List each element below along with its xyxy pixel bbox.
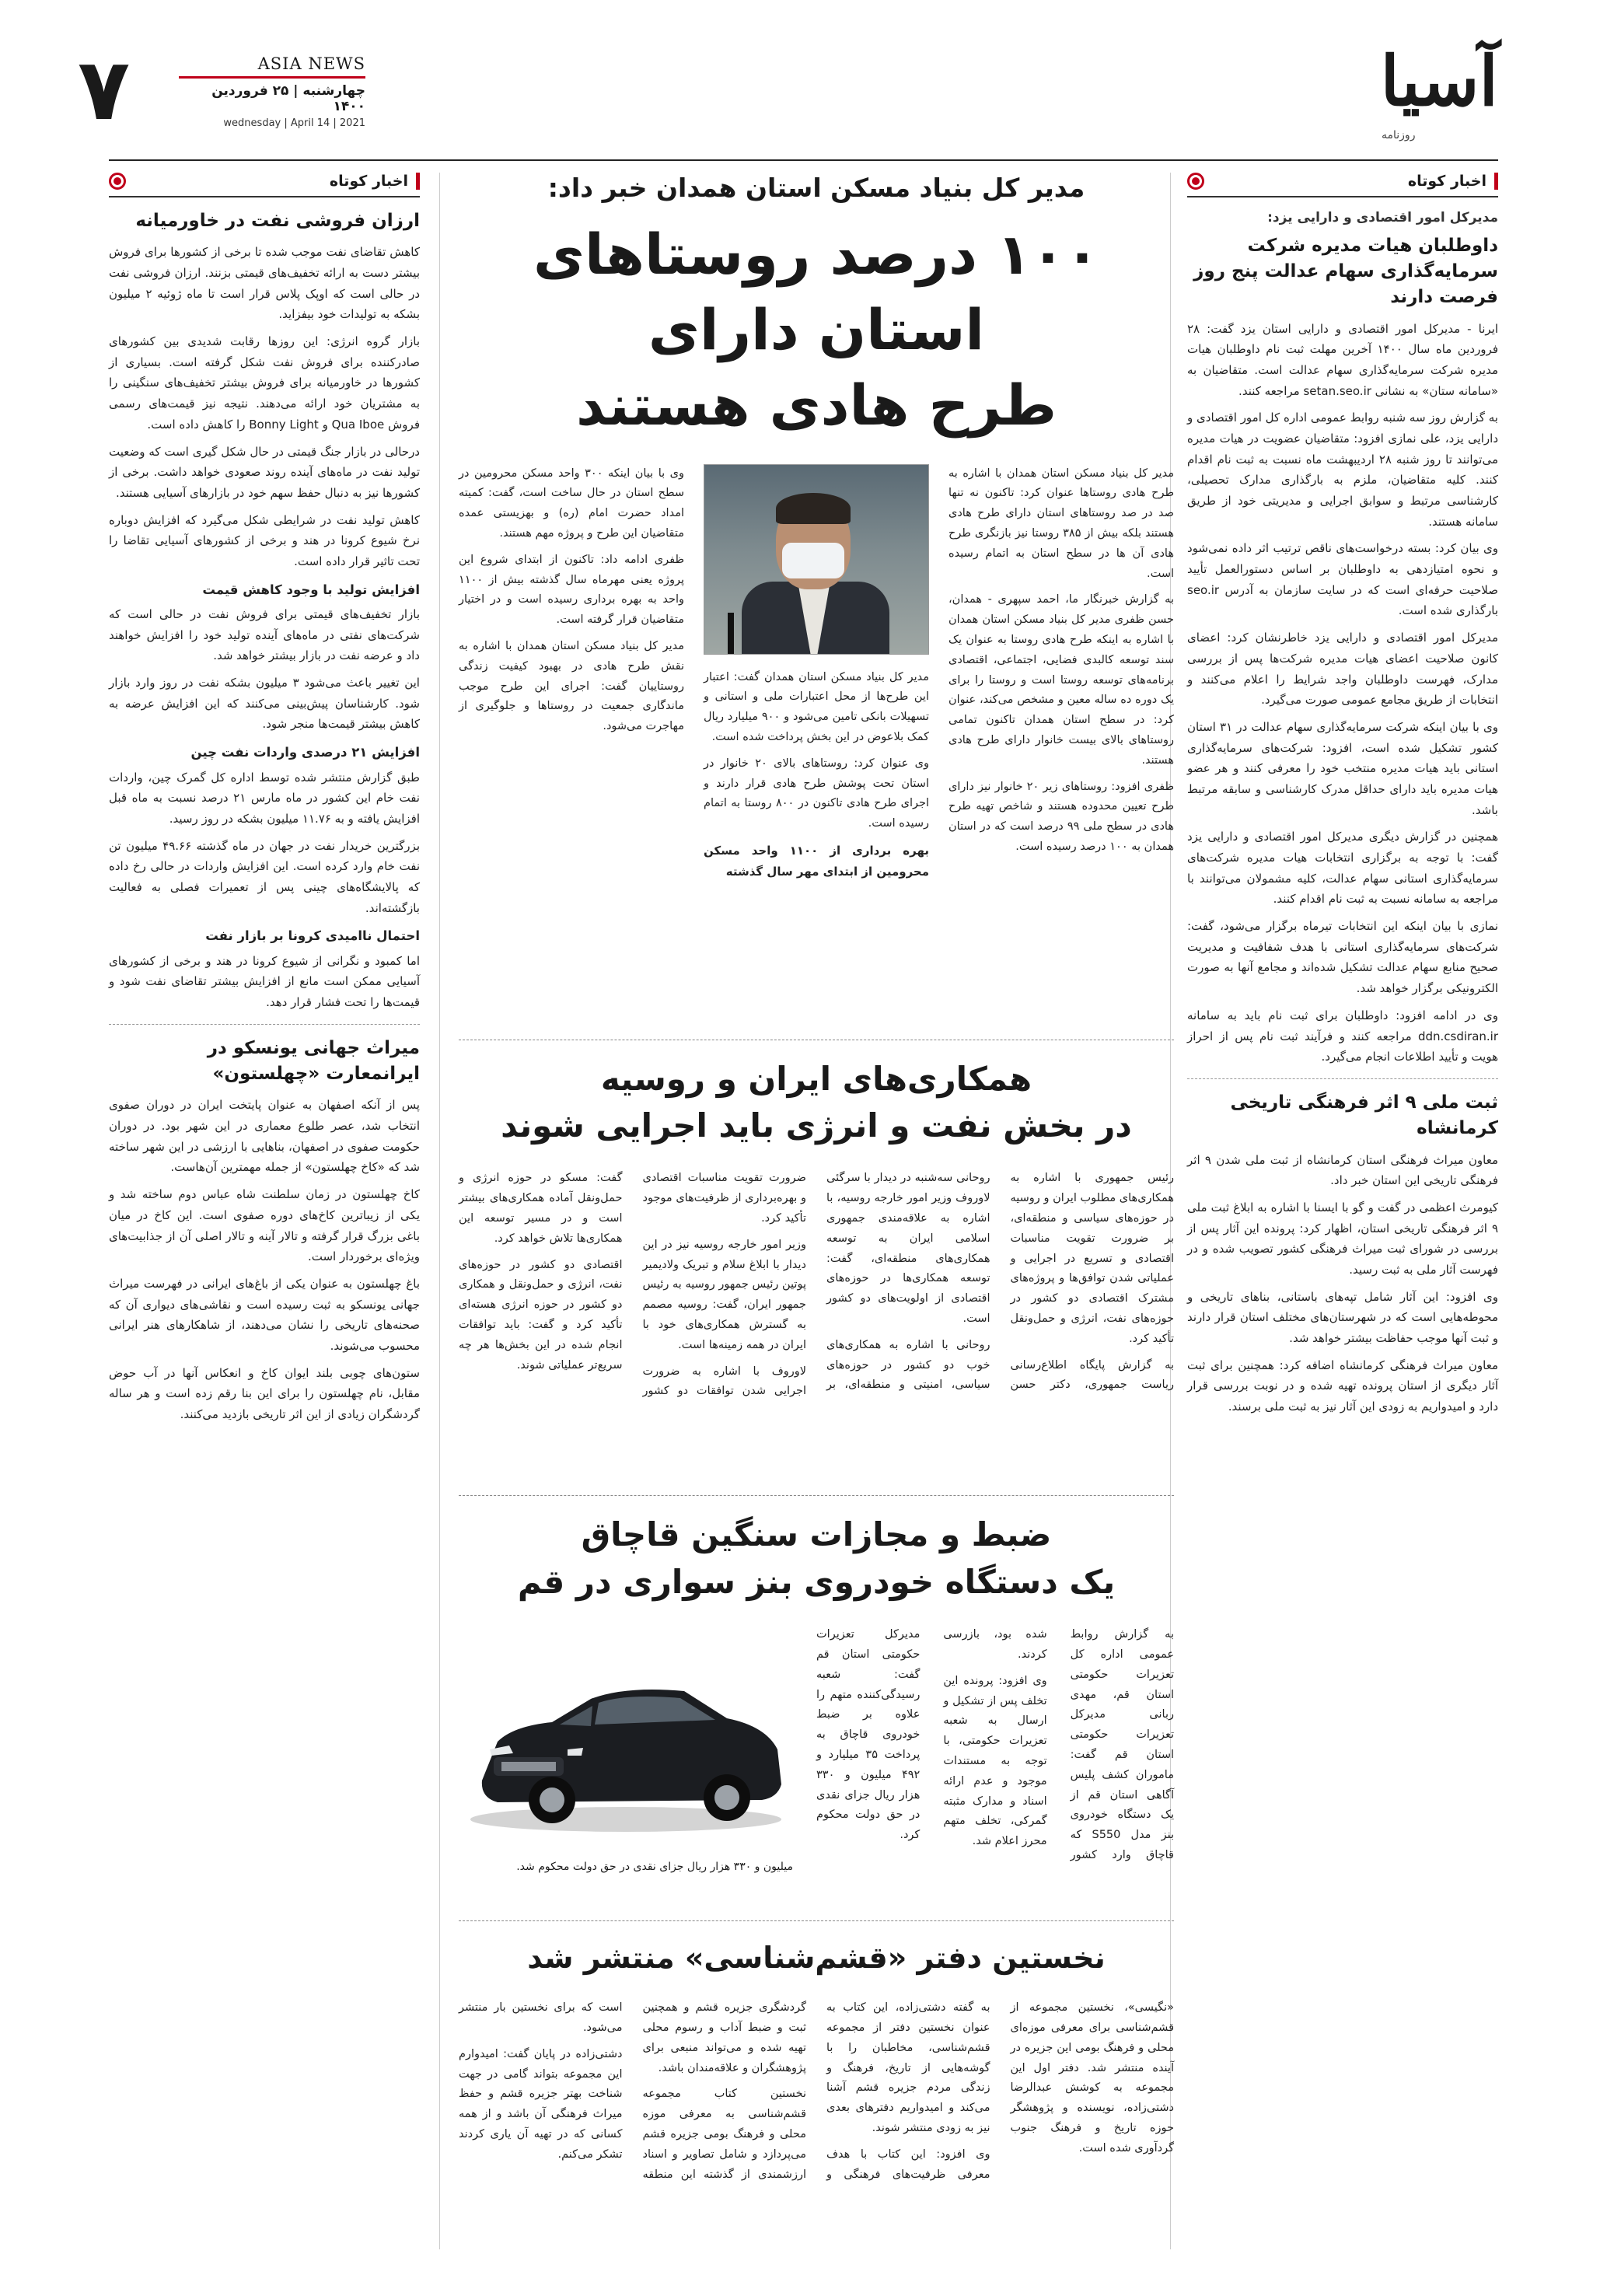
- paragraph: بازار تخفیف‌های قیمتی برای فروش نفت در حالی است که شرکت‌های نفتی در ماه‌های آینده تولید خود را افزایش خواهند داد و عرضه نفت در بازار بیشتر خواهد شد.: [109, 607, 420, 663]
- column-divider-left: [439, 173, 440, 2249]
- story-body: [1187, 1150, 1498, 1417]
- newspaper-logo: [1380, 40, 1498, 148]
- paragraph: وی با بیان اینکه شرکت سرمایه‌گذاری سهام عدالت در ۳۱ استان کشور تشکیل شده است، افزود: شرکت‌های سرمایه‌گذاری استانی باید هیات مدیره منتخب خود را معرفی کنند و هر عضو هیات مدیره باید دارای حداقل مدرک کارشناسی و سابقه مرتبط باشد.: [1187, 719, 1498, 817]
- paragraph: «نگیسی»، نخستین مجموعه از قشم‌شناسی برای معرفی موزه‌ای محلی و فرهنگ بومی این جزیره در آینده منتشر شد. دفتر اول این مجموعه به کوشش عبدالرضا دشتی‌زاده، نویسنده و پژوهشگر حوزه تاریخ و فرهنگ جنوب گردآوری شده است.: [1010, 2001, 1174, 2154]
- story-title: ثبت ملی ۹ اثر فرهنگی تاریخی کرمانشاه: [1230, 1092, 1498, 1139]
- paragraph: بزرگترین خریدار نفت در جهان در ماه گذشته ۴۹.۶۶ میلیون تن نفت خام وارد کرده است. این افزایش واردات در حالی رخ داده که پالایشگاه‌های چینی پس از تعمیرات فصلی به فعالیت بازگشته‌اند.: [109, 838, 420, 915]
- paragraph: پس از آنکه اصفهان به عنوان پایتخت ایران در دوران صفوی انتخاب شد، عصر طلوع معماری در این شهر بود. در دوران حکومت صفوی در اصفهان، بناهایی با ارزشی در این شهر ساخته شد که «کاخ چهلستون» از جمله مهمترین آن‌هاست.: [109, 1098, 420, 1175]
- paragraph: مدیرکل تعزیرات حکومتی استان قم گفت: شعبه رسیدگی‌کننده متهم را علاوه بر ضبط خودروی قاچاق به پرداخت ۳۵ میلیارد و ۴۹۲ میلیون و ۳۳۰ هزار ریال جزای نقدی در حق دولت محکوم کرد.: [816, 1628, 921, 1842]
- paragraph: همچنین در گزارش دیگری مدیرکل امور اقتصادی و دارایی یزد گفت: با توجه به برگزاری انتخابات هیات مدیره شرکت‌های سرمایه‌گذاری استانی سهام عدالت، کلیه مشمولان می‌توانند با مراجعه به سامانه نسبت به ثبت نام اقدام کنند.: [1187, 830, 1498, 907]
- main-story-kicker: مدیر کل بنیاد مسکن استان همدان خبر داد:: [547, 173, 1085, 203]
- subhead: افزایش تولید با وجود کاهش قیمت: [202, 582, 420, 597]
- story-divider: [1187, 1078, 1498, 1079]
- story-divider: [109, 1024, 420, 1025]
- paragraph: روحانی با اشاره به همکاری‌های خوب دو کشور در حوزه‌های سیاسی، امنیتی و منطقه‌ای، بر ضرورت تقویت مناسبات اقتصادی و بهره‌برداری از ظرفیت‌های موجود تأکید کرد.: [642, 1172, 990, 1392]
- paragraph: نمازی با بیان اینکه این انتخابات تیرماه برگزار می‌شود، گفت: شرکت‌های سرمایه‌گذاری استانی با هدف شفافیت و مدیریت صحیح منابع سهام عدالت تشکیل شده‌اند و مجامع آنها به صورت الکترونیکی برگزار خواهد شد.: [1187, 919, 1498, 996]
- section-mark-icon: [1187, 173, 1204, 190]
- paragraph: وزیر امور خارجه روسیه نیز در این دیدار با ابلاغ سلام و تبریک ولادیمیر پوتین رئیس جمهور روسیه به رئیس جمهور ایران، گفت: روسیه مصمم به گسترش همکاری‌های خود با ایران در همه زمینه‌ها است.: [642, 1238, 806, 1351]
- smuggling-title: [459, 1511, 1174, 1606]
- paragraph: کاهش تولید نفت در شرایطی شکل می‌گیرد که افزایش دوباره نرخ شیوع کرونا در هند و برخی از کشورهای آسیایی تقاضا را تحت تاثیر قرار داده است.: [109, 512, 420, 568]
- paragraph: مدیر کل بنیاد مسکن استان همدان گفت: اعتبار این طرح‌ها از محل اعتبارات ملی و استانی و تسهیلات بانکی تامین می‌شود و ۹۰۰ میلیارد ریال کمک بلاعوض در این بخش پرداخت شده است.: [704, 670, 930, 743]
- title-line: در بخش نفت و انرژی باید اجرایی شوند: [501, 1106, 1132, 1145]
- paragraph: وی در ادامه افزود: داوطلبان برای ثبت نام باید به سامانه ddn.csdiran.ir مراجعه کنند و فرآیند ثبت نام پس از احراز هویت و تأیید اطلاعات انجام می‌گیرد.: [1187, 1008, 1498, 1064]
- paragraph: مدیرکل امور اقتصادی و دارایی یزد خاطرنشان کرد: اعضای کانون صلاحیت اعضای هیات مدیره شرکت‌ها پس از بررسی مدارک، فهرست داوطلبان واجد شرایط را اعلام می‌کنند و انتخابات از طریق مجامع عمومی صورت می‌گیرد.: [1187, 631, 1498, 708]
- paragraph: دشتی‌زاده در پایان گفت: امیدوارم این مجموعه بتواند گامی در جهت شناخت بهتر جزیره قشم و حفظ میراث فرهنگی آن باشد و از همه کسانی که در تهیه آن یاری کردند تشکر می‌کنم.: [459, 2047, 623, 2161]
- iran-russia-title: [459, 1056, 1174, 1151]
- story-body: [109, 242, 420, 1012]
- paragraph: وی افزود: پرونده این تخلف پس از تشکیل و ارسال به شعبه تعزیرات حکومتی، با توجه به مستندات موجود و عدم ارائه اسناد و مدارک مثبته گمرکی، تخلف متهم محرز اعلام شد.: [943, 1674, 1047, 1848]
- date-persian: چهارشنبه | ۲۵ فروردین ۱۴۰۰: [211, 83, 365, 114]
- smuggling-story: [459, 1625, 1174, 1905]
- header-rule: [109, 159, 1498, 161]
- paragraph: اما کمبود و نگرانی از شیوع کرونا در هند و برخی از کشورهای آسیایی ممکن است مانع از افزایش بیشتر تقاضای نفت شود و قیمت‌ها را تحت فشار قرار دهد.: [109, 953, 420, 1010]
- book-body: [459, 1998, 1174, 2296]
- title-line: ضبط و مجازات سنگین قاچاق: [581, 1515, 1052, 1554]
- story-divider: [459, 1920, 1174, 1921]
- paragraph: کیومرث اعظمی در گفت و گو با ایسنا با اشاره به ابلاغ ثبت ملی ۹ اثر فرهنگی تاریخی استان، اظهار کرد: پرونده این آثار پس از بررسی در شورای ثبت میراث فرهنگی کشور تصویب شده و در فهرست آثار ملی به ثبت رسید.: [1187, 1200, 1498, 1277]
- book-title: نخستین دفتر «قشم‌شناسی» منتشر شد: [527, 1941, 1106, 1976]
- story-title: داوطلبان هیات مدیره شرکت سرمایه‌گذاری سهام عدالت پنج روز فرصت دارند: [1193, 235, 1498, 308]
- center-column: [459, 173, 1174, 2296]
- paragraph: نخستین کتاب مجموعه قشم‌شناسی به معرفی موزه محلی و فرهنگ بومی جزیره قشم می‌پردازد و شامل تصاویر و اسناد ارزشمندی از گذشته این منطقه است که برای نخستین بار منتشر می‌شود.: [459, 2001, 806, 2181]
- subhead: احتمال ناامیدی کرونا بر بازار نفت: [205, 928, 420, 944]
- paragraph: کاهش تقاضای نفت موجب شده تا برخی از کشورها برای فروش بیشتر دست به ارائه تخفیف‌های قیمتی بزنند. ارزان فروشی نفت در حالی است که اوپک پلاس قرار است تا ماه ژوئیه ۲ میلیون بشکه به تولیدات خود بیفزاید.: [109, 245, 420, 322]
- paragraph: ستون‌های چوبی بلند ایوان کاخ و انعکاس آنها در آب حوض مقابل، نام چهلستون را برای این بنا رقم زده است و هر ساله گردشگران زیادی از این اثر تاریخی بازدید می‌کنند.: [109, 1365, 420, 1422]
- logo-subtitle: روزنامه: [1382, 129, 1416, 142]
- paragraph: به گزارش روابط عمومی اداره کل تعزیرات حکومتی استان قم، مهدی ربانی مدیرکل تعزیرات حکومتی استان قم گفت: ماموران کشف پلیس آگاهی استان قم از یک دستگاه خودروی بنز مدل S550 که قاچاق وارد کشور شده بود، بازرسی کردند.: [943, 1628, 1174, 1861]
- paragraph: درحالی در بازار جنگ قیمتی در حال شکل گیری است که وضعیت تولید نفت در ماه‌های آینده روند صعودی خواهد داشت. برخی از کشورها نیز به دنبال حفظ سهم خود در بازارهای آسیایی هستند.: [109, 444, 420, 500]
- paragraph: وی افزود: این کتاب با هدف معرفی ظرفیت‌های فرهنگی و گردشگری جزیره قشم و همچنین ثبت و ضبط آداب و رسوم محلی تهیه شده و می‌تواند منبعی برای پژوهشگران و علاقه‌مندان باشد.: [642, 2001, 990, 2181]
- paragraph: این تغییر باعث می‌شود ۳ میلیون بشکه نفت در روز وارد بازار شود. کارشناسان پیش‌بینی می‌کنند که این افزایش عرضه به کاهش بیشتر قیمت‌ها منجر شود.: [109, 676, 420, 732]
- story-divider: [459, 1495, 1174, 1496]
- paragraph: ایرنا - مدیرکل امور اقتصادی و دارایی استان یزد گفت: ۲۸ فروردین ماه سال ۱۴۰۰ آخرین مهلت ثبت نام داوطلبان هیات مدیره شرکت سرمایه‌گذاری سهام عدالت است. متقاضیان به «سامانه ستان» به نشانی setan.seo.ir مراجعه کنند.: [1187, 321, 1499, 398]
- iran-russia-body: [459, 1169, 1174, 1480]
- photo-face-mask: [782, 543, 844, 578]
- paragraph: به گزارش خبرنگار ما، احمد سپهری - همدان، حسن ظفری مدیر کل بنیاد مسکن استان همدان با اشاره به اینکه طرح هادی روستا به عنوان یک سند توسعه کالبدی فضایی، اجتماعی، اقتصادی برنامه‌های توسعه روستا است و روستا را برای یک دوره ده ساله معین و مشخص می‌کند، عنوان کرد: در سطح استان همدان تاکنون تمامی روستاهای بالای بیست خانوار دارای طرح هادی هستند.: [948, 593, 1174, 767]
- main-story-title-line2: طرح هادی هستند: [575, 372, 1057, 439]
- photo-figure-hair: [776, 493, 851, 524]
- paper-name: ASIA NEWS: [179, 54, 365, 79]
- right-column: [1187, 173, 1498, 1424]
- story-title: ارزان فروشی نفت در خاورمیانه: [135, 211, 420, 231]
- paragraph: رئیس جمهوری با اشاره به همکاری‌های مطلوب ایران و روسیه در حوزه‌های سیاسی و منطقه‌ای، بر ضرورت تقویت مناسبات اقتصادی و تسریع در اجرایی و عملیاتی شدن توافق‌ها و پروژه‌های مشترک اقتصادی دو کشور در حوزه‌های نفت، انرژی و حمل‌ونقل تأکید کرد.: [1010, 1172, 1174, 1345]
- photo-microphone: [728, 613, 734, 655]
- paragraph: به گفته دشتی‌زاده، این کتاب به عنوان نخستین دفتر از مجموعه قشم‌شناسی، مخاطبان را با گوشه‌هایی از تاریخ، فرهنگ و زندگی مردم جزیره قشم آشنا می‌کند و امیدواریم دفترهای بعدی نیز به زودی منتشر شوند.: [826, 2001, 990, 2134]
- story-title: میراث جهانی یونسکو در ایرانمعارت «چهلستون»: [207, 1037, 420, 1085]
- subhead: افزایش ۲۱ درصدی واردات نفت چین: [190, 745, 420, 760]
- logo-text: آسیا: [1380, 40, 1498, 121]
- paragraph: معاون میراث فرهنگی استان کرمانشاه از ثبت ملی شدن ۹ اثر فرهنگی تاریخی این استان خبر داد.: [1187, 1152, 1499, 1188]
- section-tag-right: [1187, 173, 1498, 197]
- paragraph: ظفری ادامه داد: تاکنون از ابتدای شروع این پروژه یعنی مهرماه سال گذشته بیش از ۱۱۰۰ واحد به بهره برداری رسیده است و در اختیار متقاضیان قرار گرفته است.: [459, 553, 684, 627]
- paragraph: به گزارش روز سه شنبه روابط عمومی اداره کل امور اقتصادی و دارایی یزد، علی نمازی افزود: متقاضیان عضویت در هیات مدیره می‌توانند تا روز شنبه ۲۸ اردیبهشت ماه نسبت به ثبت نام اقدام کنند. کلیه متقاضیان، ملزم به بارگذاری مدارک تحصیلی، کارشناسی مرتبط و سوابق اجرایی و مدیریتی خود از طریق سامانه هستند.: [1187, 411, 1498, 529]
- left-column: [109, 173, 420, 1431]
- paragraph: مدیر کل بنیاد مسکن استان همدان با اشاره به نقش طرح هادی در بهبود کیفیت زندگی روستاییان گفت: اجرای این طرح موجب ماندگاری جمعیت در روستاها و جلوگیری از مهاجرت می‌شود.: [459, 639, 684, 733]
- paragraph: طبق گزارش منتشر شده توسط اداره کل گمرک چین، واردات نفت خام این کشور در ماه مارس ۲۱ درصد نسبت به ماه قبل افزایش یافته و به ۱۱.۷۶ میلیون بشکه در روز رسید.: [109, 770, 420, 826]
- section-label: اخبار کوتاه: [1408, 173, 1498, 190]
- masthead: [78, 40, 1498, 156]
- paragraph: ظفری افزود: روستاهای زیر ۲۰ خانوار نیز دارای طرح تعیین محدوده هستند و شاخص تهیه طرح هادی در سطح ملی ۹۹ درصد است که در استان همدان به ۱۰۰ درصد رسیده است.: [948, 780, 1175, 853]
- paragraph: وی افزود: این آثار شامل تپه‌های باستانی، بناهای تاریخی و محوطه‌هایی است که در شهرستان‌های مختلف استان قرار دارند و ثبت آنها موجب حفاظت بیشتر خواهد شد.: [1187, 1289, 1498, 1346]
- paragraph: اقتصادی دو کشور در حوزه‌های نفت، انرژی و حمل‌ونقل و همکاری دو کشور در حوزه انرژی هسته‌ای تأکید کرد و گفت: باید توافقات انجام شده در این بخش‌ها هر چه سریع‌تر عملیاتی شوند.: [459, 1258, 623, 1372]
- title-line: همکاری‌های ایران و روسیه: [600, 1059, 1032, 1098]
- smuggling-body: [816, 1625, 1174, 1866]
- paragraph: باغ چهلستون به عنوان یکی از باغ‌های ایرانی در فهرست میراث جهانی یونسکو به ثبت رسیده است و نقاشی‌های دیواری آن که صحنه‌های تاریخی را نشان می‌دهند، از شاهکارهای هنر ایرانی محسوب می‌شوند.: [109, 1276, 420, 1353]
- main-story-body: [459, 464, 1174, 1024]
- paragraph: لاوروف با اشاره به ضرورت اجرایی شدن توافقات دو کشور گفت: مسکو در حوزه انرژی و حمل‌ونقل آماده همکاری‌های بیشتر است و در مسیر توسعه این همکاری‌ها تلاش خواهد کرد.: [459, 1172, 806, 1398]
- paragraph: وی بیان کرد: بسته درخواست‌های ناقص ترتیب اثر داده نمی‌شود و نحوه امتیازدهی به داوطلبان بر اساس دستورالعمل تأیید صلاحیت حرفه‌ای است که در سایت سازمان به آدرس seo.ir بارگذاری شده است.: [1187, 541, 1498, 618]
- photo-background: [704, 465, 928, 654]
- section-tag-left: [109, 173, 420, 197]
- car-caption: میلیون و ۳۳۰ هزار ریال جزای نقدی در حق دولت محکوم شد.: [516, 1861, 793, 1874]
- paper-info: [179, 54, 365, 129]
- main-story-title-line1: ۱۰۰ درصد روستاهای استان دارای: [533, 222, 1099, 363]
- section-mark-icon: [109, 173, 126, 190]
- section-label: اخبار کوتاه: [330, 173, 420, 190]
- car-photo: [459, 1625, 793, 1843]
- main-story-col3: [459, 464, 684, 743]
- date-english: wednesday | April 14 | 2021: [223, 117, 365, 129]
- paragraph: کاخ چهلستون در زمان سلطنت شاه عباس دوم ساخته شد و یکی از زیباترین کاخ‌های دوره صفوی است. این کاخ در میان باغی بزرگ قرار گرفته و تالار آینه و تالار اصلی آن از جذابیت‌های ویژه‌ای برخوردار است.: [109, 1187, 420, 1264]
- paragraph: به گزارش پایگاه اطلاع‌رسانی ریاست جمهوری، دکتر حسن روحانی سه‌شنبه در دیدار با سرگئی لاوروف وزیر امور خارجه روسیه، با اشاره به علاقه‌مندی جمهوری اسلامی ایران به توسعه همکاری‌های منطقه‌ای، گفت: توسعه همکاری‌ها در حوزه‌های اقتصادی از اولویت‌های دو کشور است.: [826, 1172, 1174, 1392]
- title-line: یک دستگاه خودروی بنز سواری در قم: [517, 1563, 1116, 1602]
- paragraph: بازار گروه انرژی: این روزها رقابت شدیدی بین کشورهای صادرکننده برای فروش نفت شکل گرفته است. بسیاری از کشورها در خاورمیانه برای فروش بیشتر تخفیف‌های سنگینی را به مشتریان خود ارائه می‌دهند. نتیجه نیز قیمت‌های رسمی فروش Qua Iboe و Bonny Light را کاهش داده است.: [109, 334, 420, 432]
- story-body: [109, 1095, 420, 1424]
- story-kicker: مدیرکل امور اقتصادی و دارایی یزد:: [1267, 210, 1498, 225]
- official-photo: [704, 464, 929, 655]
- paragraph: مدیر کل بنیاد مسکن استان همدان با اشاره به طرح هادی روستاها عنوان کرد: تاکنون نه تنها صد در صد روستاهای استان دارای طرح هادی هستند بلکه بیش از ۳۸۵ روستا نیز بازنگری طرح هادی آن ها در سطح استان به اتمام رسیده است.: [948, 467, 1174, 580]
- paragraph: وی عنوان کرد: روستاهای بالای ۲۰ خانوار در استان تحت پوشش طرح هادی قرار دارند و اجرای طرح هادی تاکنون در ۸۰۰ روستا به اتمام رسیده است.: [704, 757, 929, 830]
- page-number: ۷: [78, 40, 131, 139]
- story-body: [1187, 319, 1498, 1068]
- paragraph: معاون میراث فرهنگی کرمانشاه اضافه کرد: همچنین برای ثبت آثار دیگری از استان پرونده تهیه شده و در نوبت بررسی قرار دارد و امیدواریم به زودی این آثار نیز به ثبت ملی برسند.: [1187, 1358, 1498, 1414]
- paragraph: وی با بیان اینکه ۳۰۰ واحد مسکن محرومین در سطح استان در حال ساخت است، گفت: کمیته امداد حضرت امام (ره) و بهزیستی عمده متقاضیان این طرح و پروژه مهم هستند.: [459, 467, 684, 540]
- subhead: بهره برداری از ۱۱۰۰ واحد مسکن محرومین از ابتدای مهر سال گذشته: [704, 843, 929, 879]
- main-story-col2: [704, 668, 929, 889]
- main-story-col1: [948, 464, 1174, 864]
